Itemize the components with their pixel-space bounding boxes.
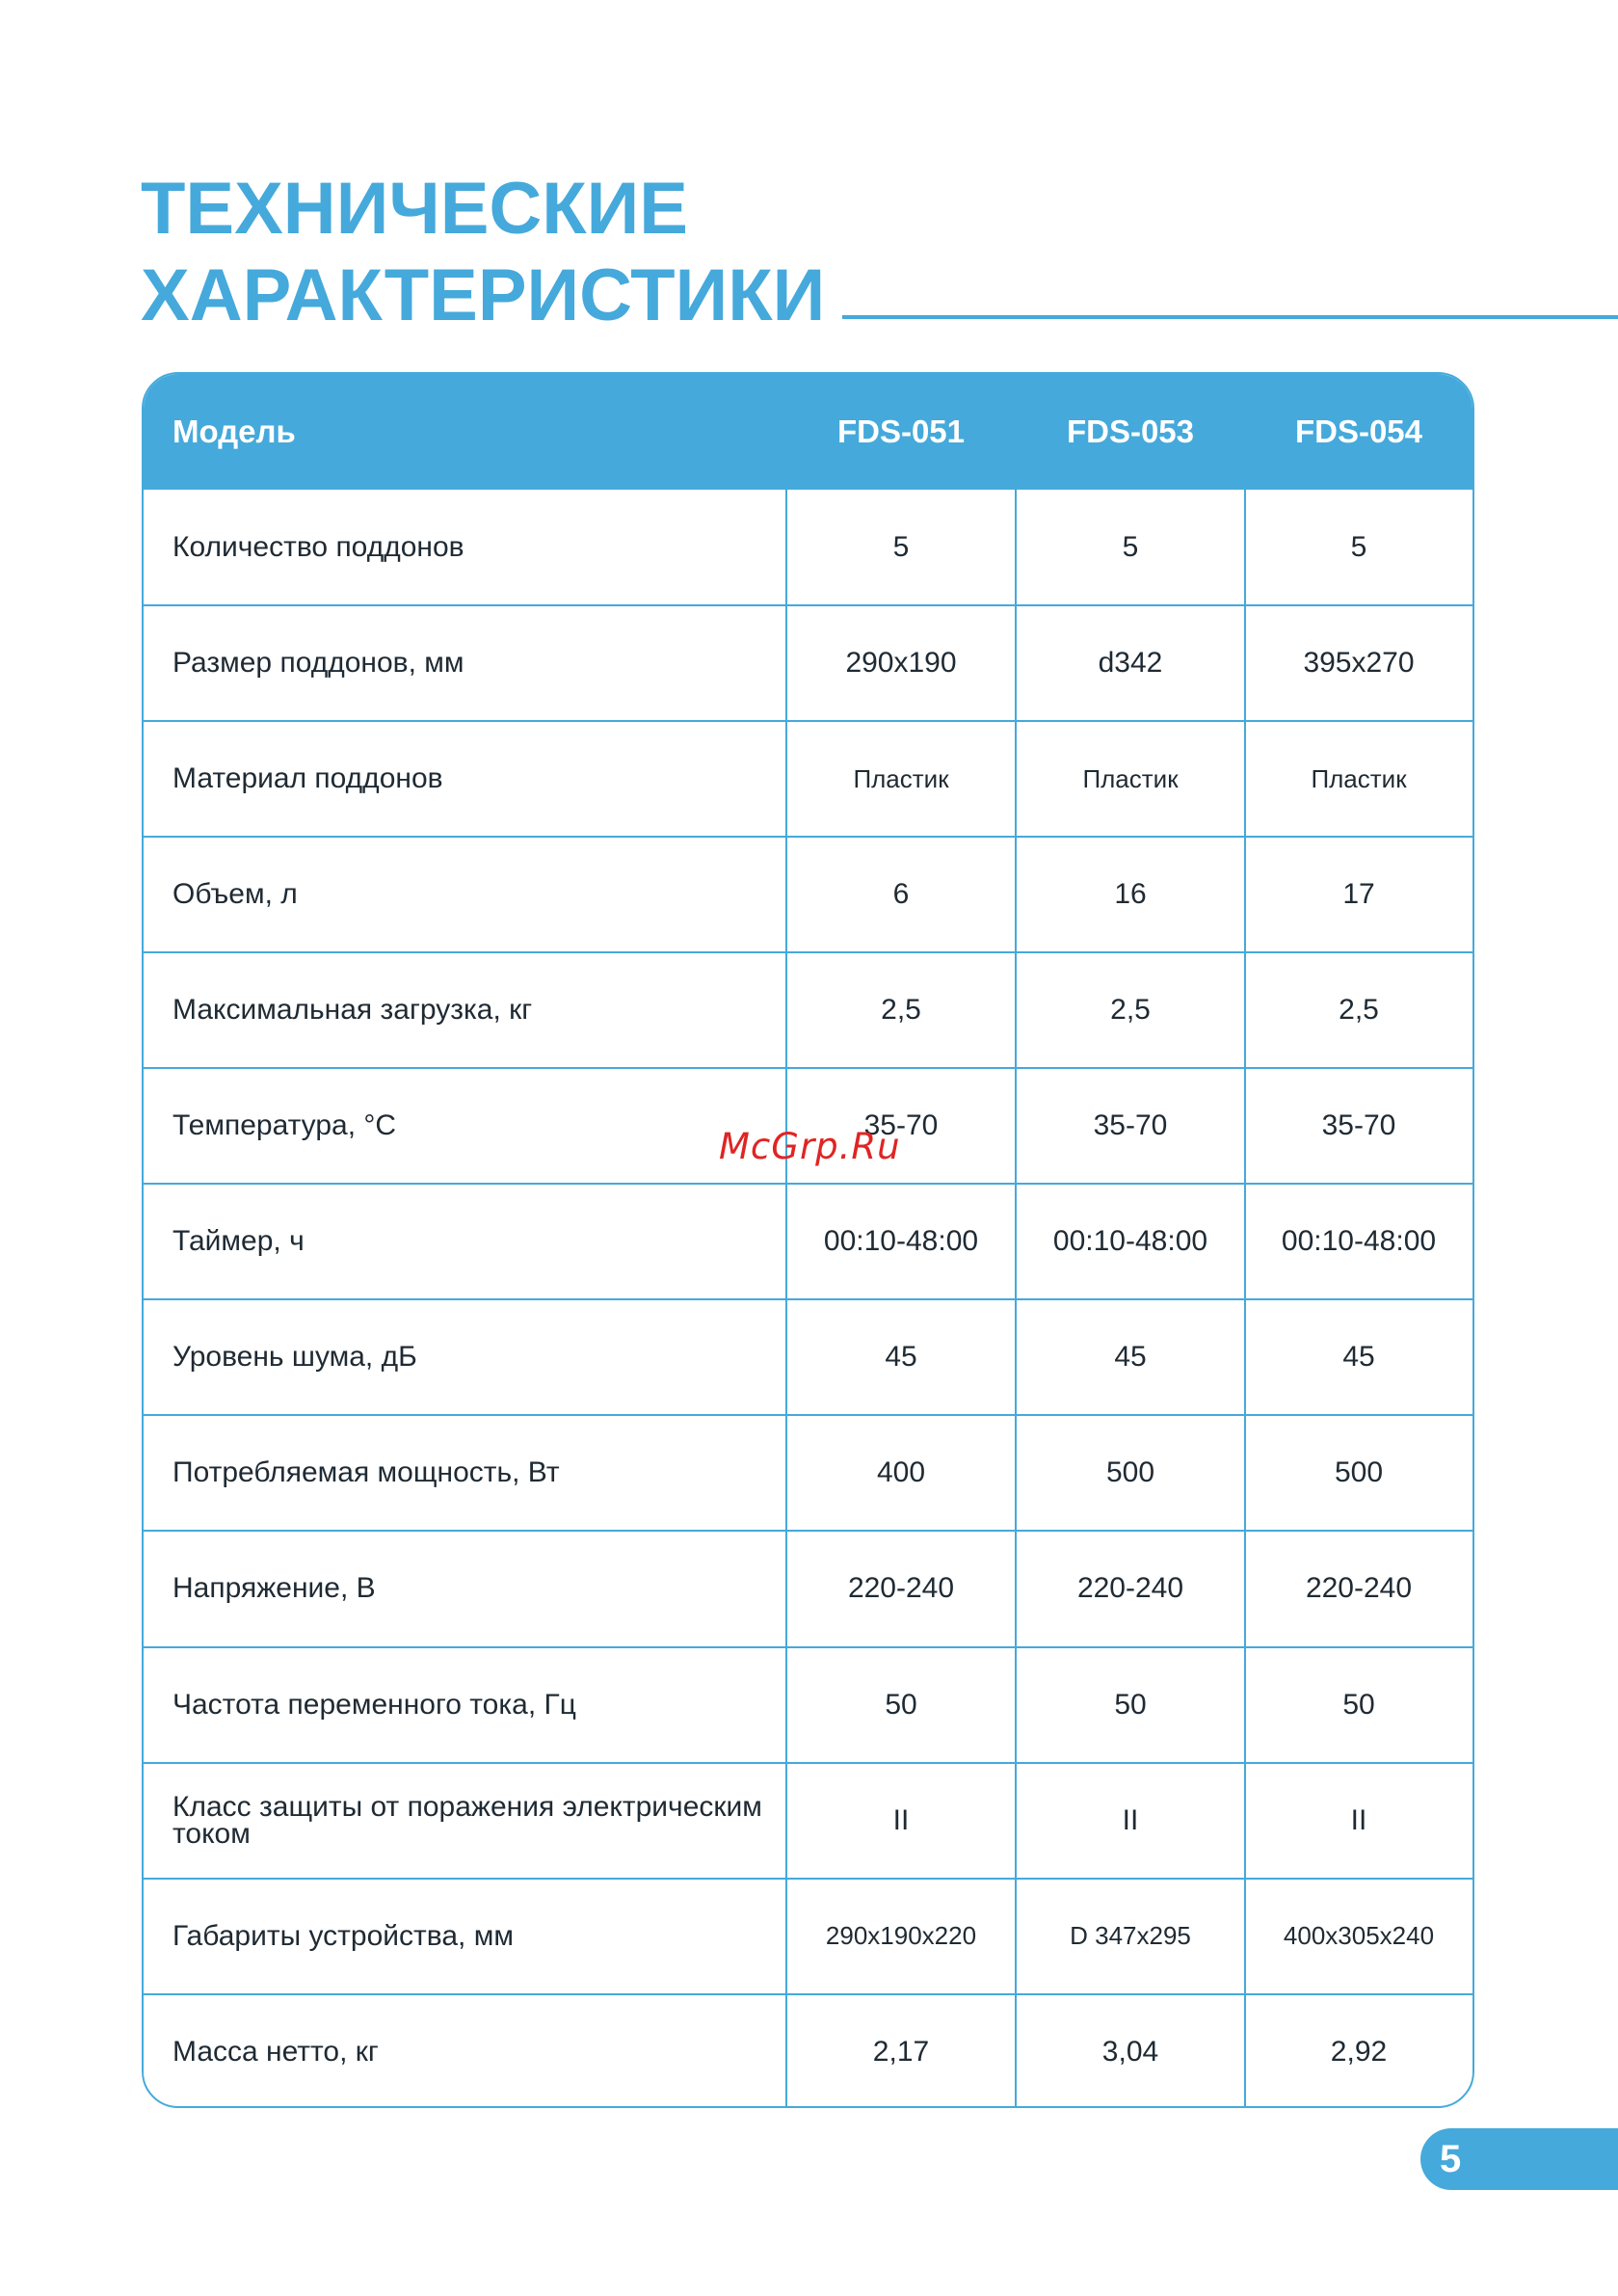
row-label: Объем, л <box>172 878 298 911</box>
header-label: Модель <box>172 414 296 449</box>
row-label: Материал поддонов <box>172 762 443 795</box>
table-row <box>144 1531 1472 1646</box>
row-value-model-3: 00:10-48:00 <box>1281 1225 1437 1258</box>
row-value-model-2: 45 <box>1114 1341 1147 1374</box>
column-divider <box>1244 490 1246 2108</box>
row-divider <box>144 1530 1472 1532</box>
row-label: Максимальная загрузка, кг <box>172 994 533 1027</box>
row-value-model-1: II <box>892 1803 910 1836</box>
table-row <box>144 1299 1472 1415</box>
header-model-2: FDS-053 <box>1066 414 1195 449</box>
row-divider <box>144 1414 1472 1416</box>
row-value-model-2: d342 <box>1098 647 1163 680</box>
watermark: McGrp.Ru <box>719 1126 901 1167</box>
table-row <box>144 1415 1472 1531</box>
row-value-model-3: 5 <box>1350 531 1367 564</box>
row-value-model-2: 16 <box>1114 878 1147 911</box>
row-value-model-2: 3,04 <box>1101 2035 1159 2068</box>
row-value-model-1: 00:10-48:00 <box>823 1225 979 1258</box>
row-divider <box>144 836 1472 838</box>
spec-table <box>142 372 1474 2108</box>
row-value-model-1: 50 <box>885 1688 917 1721</box>
header-model-1: FDS-051 <box>836 414 966 449</box>
row-value-model-2: 35-70 <box>1093 1109 1168 1142</box>
row-label: Размер поддонов, мм <box>172 647 464 680</box>
row-value-model-3: 2,5 <box>1339 994 1379 1027</box>
row-value-model-3: II <box>1350 1803 1367 1836</box>
row-value-model-1: 220-240 <box>847 1572 955 1605</box>
table-row <box>144 952 1472 1068</box>
row-value-model-2: Пластик <box>1082 763 1179 793</box>
table-row <box>144 837 1472 952</box>
row-value-model-1: 6 <box>892 878 910 911</box>
row-divider <box>144 1762 1472 1764</box>
row-value-model-3: 220-240 <box>1305 1572 1413 1605</box>
row-divider <box>144 1298 1472 1300</box>
row-value-model-2: 00:10-48:00 <box>1052 1225 1208 1258</box>
table-row <box>144 490 1472 605</box>
row-label: Частота переменного тока, Гц <box>172 1688 576 1721</box>
page-number: 5 <box>1440 2138 1462 2180</box>
row-value-model-1: 290x190 <box>845 647 957 680</box>
table-row <box>144 721 1472 837</box>
table-row <box>144 605 1472 721</box>
row-value-model-3: 50 <box>1342 1688 1375 1721</box>
row-divider <box>144 1646 1472 1648</box>
row-divider <box>144 604 1472 606</box>
row-divider <box>144 1993 1472 1995</box>
row-value-model-1: 45 <box>885 1341 917 1374</box>
row-value-model-3: 45 <box>1342 1341 1375 1374</box>
row-value-model-3: 2,92 <box>1330 2035 1388 2068</box>
row-value-model-1: Пластик <box>853 763 949 793</box>
page-title <box>141 166 825 339</box>
row-value-model-2: 500 <box>1105 1456 1155 1489</box>
row-label: Температура, °С <box>172 1109 397 1142</box>
row-divider <box>144 951 1472 953</box>
row-value-model-3: Пластик <box>1311 763 1407 793</box>
row-value-model-2: 220-240 <box>1076 1572 1184 1605</box>
table-row <box>144 1184 1472 1299</box>
row-value-model-2: 5 <box>1122 531 1139 564</box>
page-title-line-2: ХАРАКТЕРИСТИКИ <box>141 254 826 336</box>
row-divider <box>144 720 1472 722</box>
row-value-model-1: 5 <box>892 531 910 564</box>
row-divider <box>144 1183 1472 1185</box>
table-row <box>144 1647 1472 1763</box>
row-value-model-2: II <box>1122 1803 1139 1836</box>
row-value-model-3: 17 <box>1342 878 1375 911</box>
row-value-model-1: 400 <box>876 1456 926 1489</box>
row-label: Потребляемая мощность, Вт <box>172 1456 560 1489</box>
row-value-model-2: 2,5 <box>1110 994 1151 1027</box>
row-value-model-3: 35-70 <box>1321 1109 1396 1142</box>
row-label: Количество поддонов <box>172 531 464 564</box>
row-divider <box>144 1067 1472 1069</box>
row-value-model-1: 2,5 <box>881 994 921 1027</box>
title-underline <box>842 315 1618 319</box>
page-title-line-1: ТЕХНИЧЕСКИЕ <box>141 168 688 250</box>
row-value-model-2: 50 <box>1114 1688 1147 1721</box>
table-header-row <box>144 374 1472 490</box>
row-value-model-2: D 347x295 <box>1070 1921 1191 1951</box>
row-value-model-1: 290x190x220 <box>825 1921 977 1951</box>
row-label: Таймер, ч <box>172 1225 305 1258</box>
row-label: Уровень шума, дБ <box>172 1341 417 1374</box>
row-label: Масса нетто, кг <box>172 2035 379 2068</box>
row-label: Напряжение, В <box>172 1572 376 1605</box>
row-label: Габариты устройства, мм <box>172 1919 514 1952</box>
column-divider <box>1015 490 1017 2108</box>
table-row <box>144 1763 1472 1879</box>
column-divider <box>785 490 787 2108</box>
header-model-3: FDS-054 <box>1294 414 1423 449</box>
row-value-model-3: 400x305x240 <box>1283 1921 1435 1951</box>
row-value-model-3: 500 <box>1334 1456 1384 1489</box>
row-value-model-1: 35-70 <box>863 1109 939 1142</box>
table-row <box>144 1879 1472 1994</box>
row-divider <box>144 1878 1472 1880</box>
table-row <box>144 1994 1472 2108</box>
row-value-model-3: 395x270 <box>1303 647 1415 680</box>
row-label: Класс защиты от поражения электрическим током <box>172 1790 762 1850</box>
row-value-model-1: 2,17 <box>872 2035 930 2068</box>
